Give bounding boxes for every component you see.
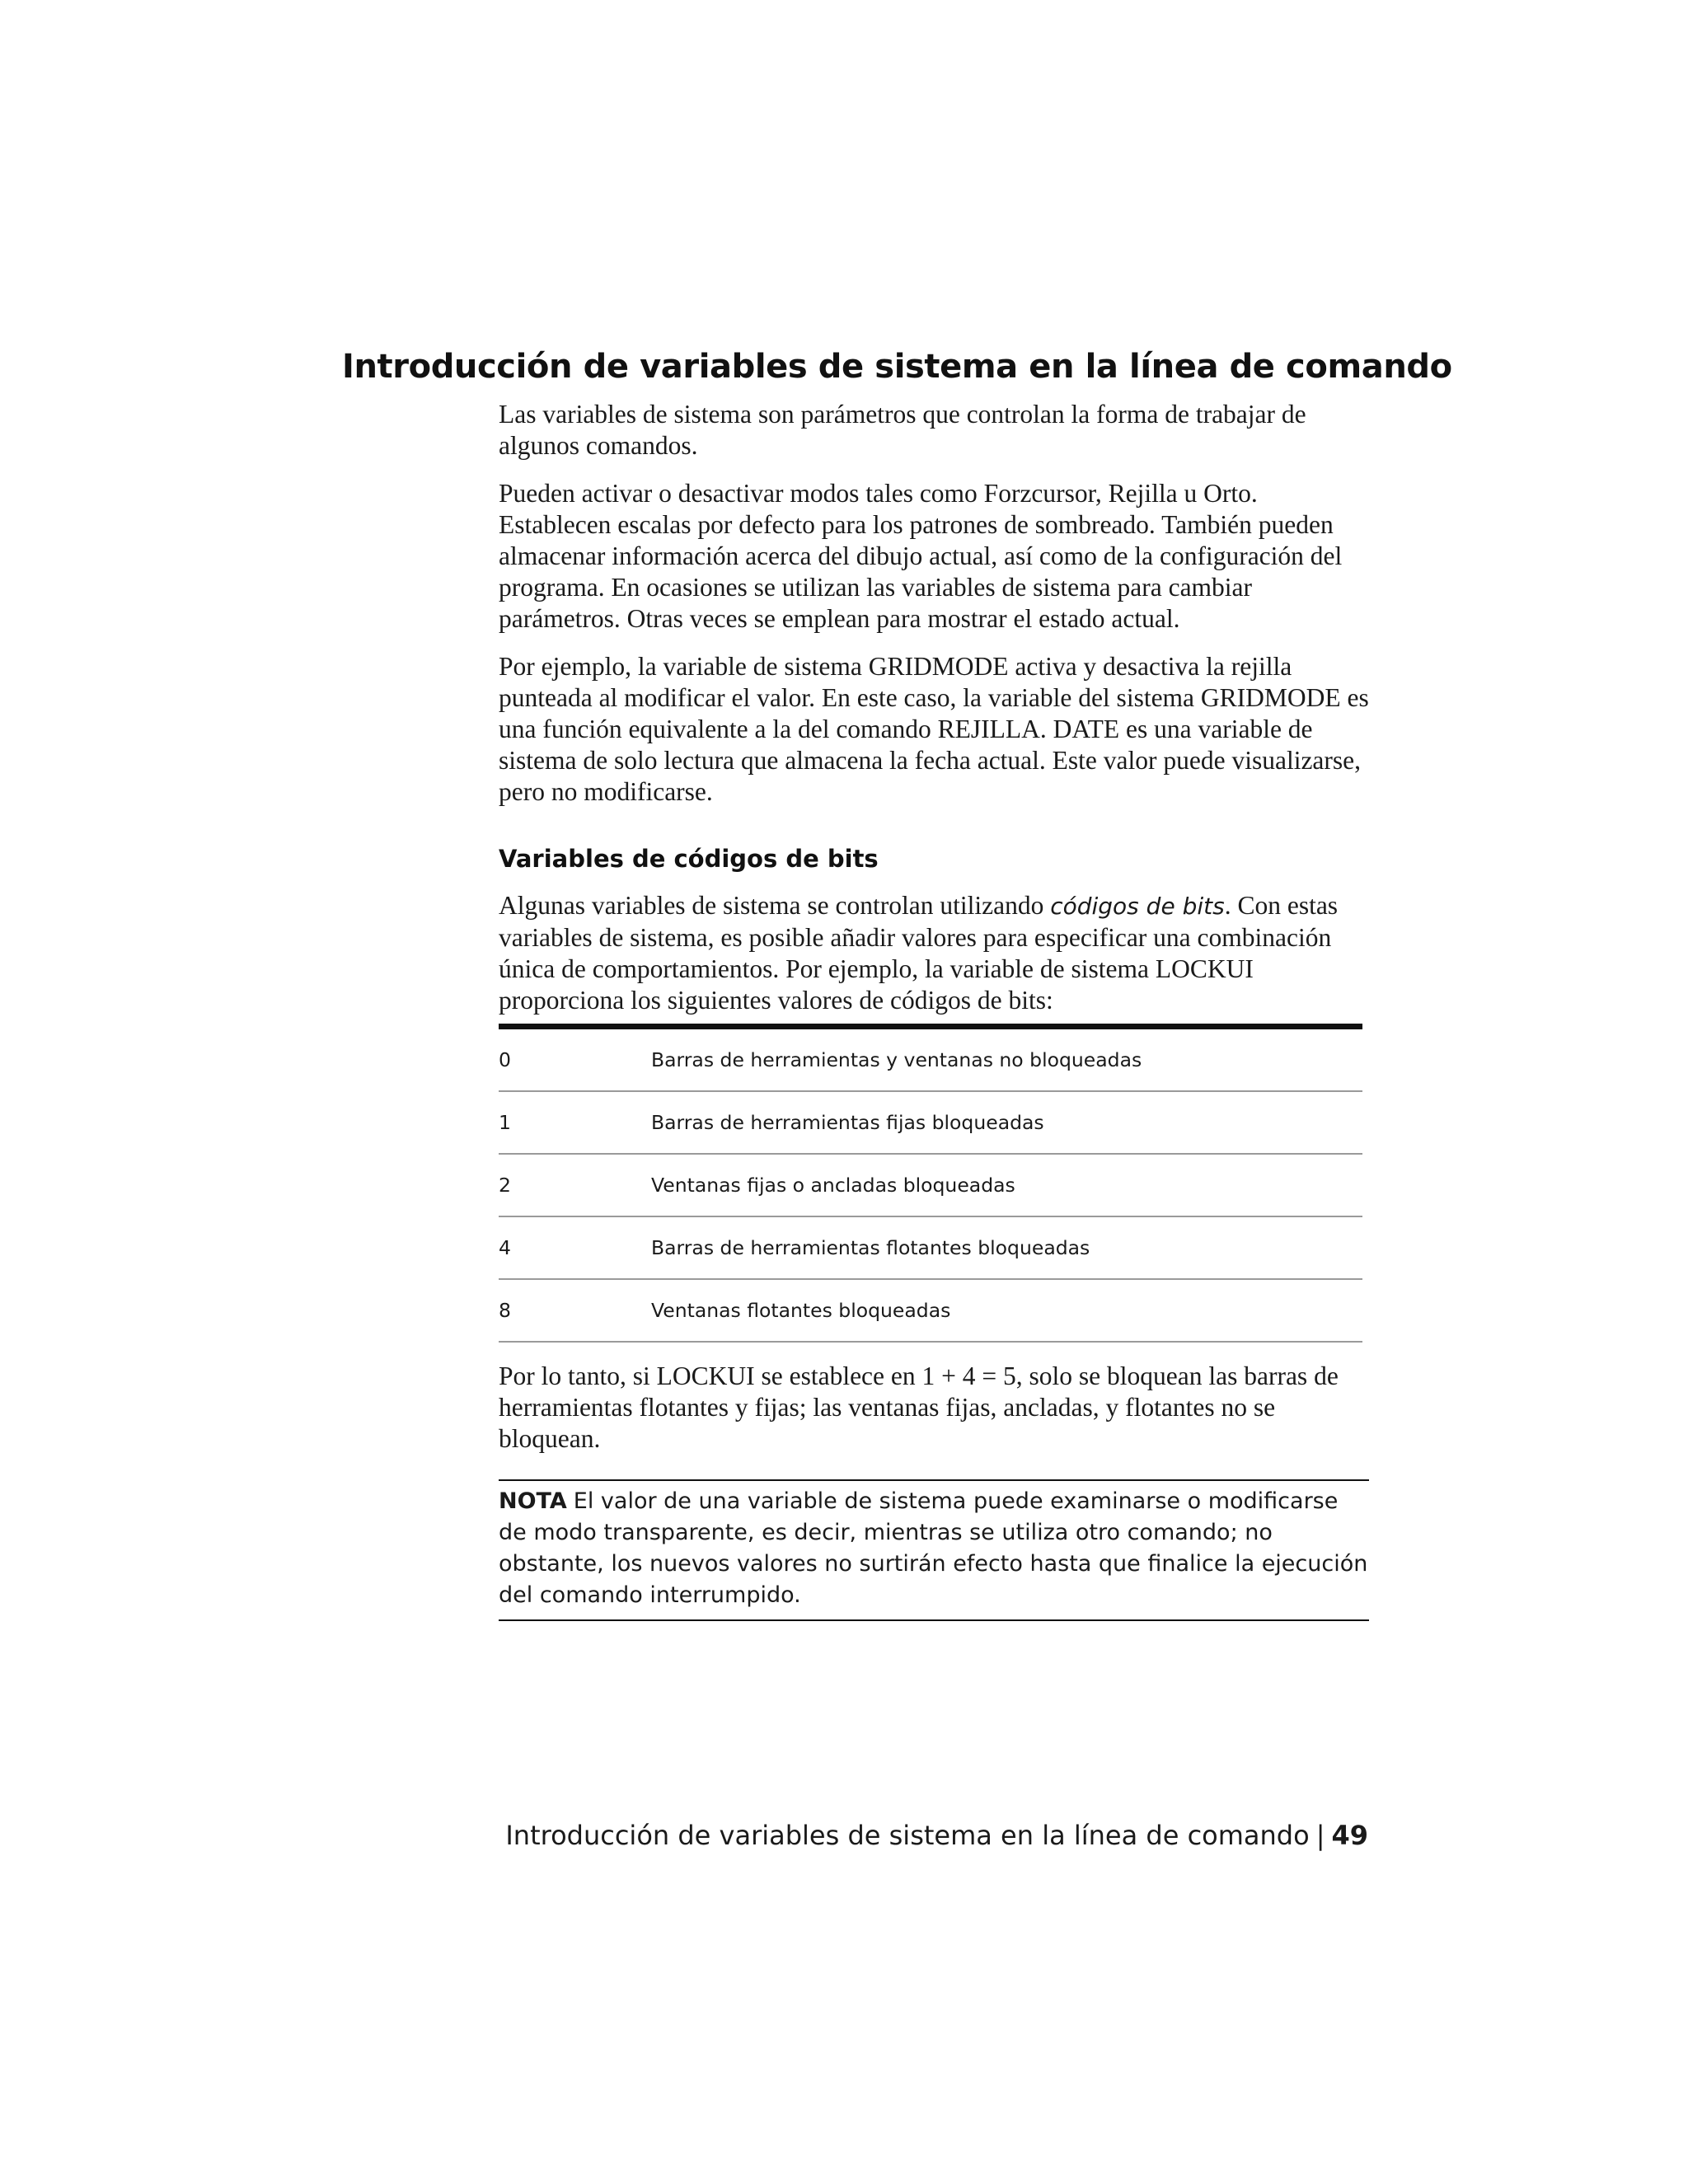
bit-description: Barras de herramientas flotantes bloqueadas [651,1216,1362,1279]
example-paragraph: Por ejemplo, la variable de sistema GRIDMODE activa y desactiva la rejilla punteada al modificar el valor. En este caso, la variable del sistema GRIDMODE es una función equivalente a la del comando REJILLA. DATE es una variable de sistema de solo lectura que almacena la fecha actual. Este valor puede visualizarse, pero no modificarse. [499,652,1369,806]
note-label: NOTA [499,1488,567,1514]
note-text: El valor de una variable de sistema puede examinarse o modificarse de modo transparente, es decir, mientras se utiliza otro comando; no obstante, los nuevos valores no surtirán efecto hasta que finalice la ejecución del comando interrumpido. [499,1488,1368,1608]
bitcode-intro-end: . Con estas variables de sistema, es posible añadir valores para especificar una combinación única de comportamientos. Por ejemplo, la variable de sistema LOCKUI proporciona los siguientes valores de códigos de bits: [499,891,1339,1015]
page-title: Introducción de variables de sistema en la línea de comando [342,348,1452,386]
bitcode-intro-paragraph [499,890,1371,1015]
bit-code: 2 [499,1154,651,1216]
bit-description: Barras de herramientas fijas bloqueadas [651,1091,1362,1154]
bitcode-table [499,1024,1362,1343]
table-row [499,1091,1362,1154]
bit-description: Barras de herramientas y ventanas no bloqueadas [651,1027,1362,1092]
bitcode-intro-emphasis: códigos de bits [1050,893,1225,920]
lockui-example-paragraph: Por lo tanto, si LOCKUI se establece en 1 + 4 = 5, solo se bloquean las barras de herramientas flotantes y fijas; las ventanas fijas, ancladas, y flotantes no se bloquean. [499,1361,1339,1453]
table-row [499,1279,1362,1342]
table-row [499,1216,1362,1279]
table-row [499,1027,1362,1092]
table-row [499,1154,1362,1216]
bit-description: Ventanas flotantes bloqueadas [651,1279,1362,1342]
intro-paragraph: Las variables de sistema son parámetros que controlan la forma de trabajar de algunos comandos. [499,400,1306,460]
page-number: 49 [1331,1820,1368,1851]
bit-code: 8 [499,1279,651,1342]
bitcode-intro-start: Algunas variables de sistema se controlan utilizando [499,891,1051,920]
page-footer [505,1817,1368,1854]
main-content [499,399,1371,1621]
footer-separator: | [1315,1820,1325,1851]
note-box [499,1479,1369,1621]
footer-running-title: Introducción de variables de sistema en la línea de comando [505,1820,1310,1851]
bit-description: Ventanas fijas o ancladas bloqueadas [651,1154,1362,1216]
section-title: Variables de códigos de bits [499,845,879,873]
bit-code: 0 [499,1027,651,1092]
modes-paragraph: Pueden activar o desactivar modos tales como Forzcursor, Rejilla u Orto. Establecen escalas por defecto para los patrones de sombreado. También pueden almacenar información acerca del dibujo actual, así como de la configuración del programa. En ocasiones se utilizan las variables de sistema para cambiar parámetros. Otras veces se emplean para mostrar el estado actual. [499,479,1343,633]
bit-code: 1 [499,1091,651,1154]
bit-code: 4 [499,1216,651,1279]
